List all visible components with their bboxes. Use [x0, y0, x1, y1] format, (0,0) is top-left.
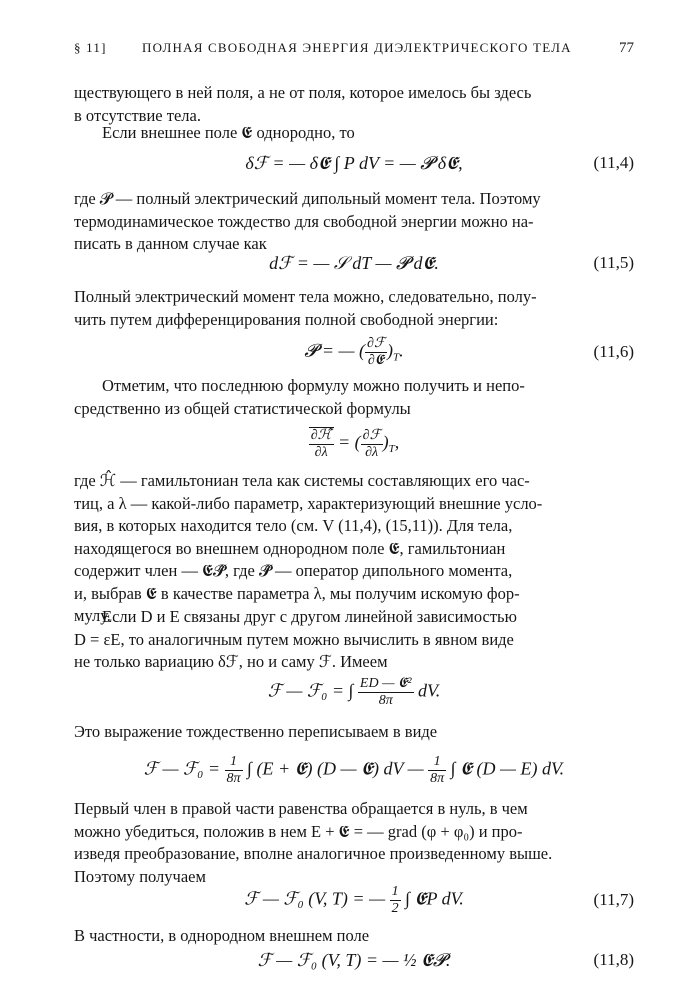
numerator: ∂ℋ̂ [310, 428, 332, 443]
formula-11-4 [74, 153, 634, 183]
paragraph-7 [74, 606, 634, 674]
running-header [74, 40, 634, 62]
equation-number: (11,4) [593, 153, 634, 172]
fraction [390, 884, 401, 917]
formula-tail: dV. [418, 680, 441, 701]
text-line: где ℋ̂ — гамильтониан тела как системы составляющих его час- [74, 471, 530, 490]
text-line: Если D и E связаны друг с другом линейной зависимостью [102, 607, 517, 626]
text-line: термодинамическое тождество для свободной энергии можно на- [74, 211, 534, 231]
text-line: можно убедиться, положив в нем E + 𝕰 = — grad (φ + φ₀) и про- [74, 821, 523, 841]
fraction [309, 427, 334, 461]
text-line: изведя преобразование, вполне аналогичное произведенному выше. [74, 844, 553, 863]
formula-body: ℱ — ℱ₀ (V, T) = — ½ 𝕰𝓟. [257, 950, 451, 970]
equation-number: (11,8) [593, 950, 634, 969]
text-line: где 𝓟 — полный электрический дипольный момент тела. Поэтому [74, 189, 541, 208]
text-line: и, выбрав 𝕰 в качестве параметра λ, мы получим искомую фор- [74, 583, 520, 603]
text-line: находящегося во внешнем однородном поле 𝕰, гамильтониан [74, 538, 506, 558]
equation-number: (11,6) [593, 342, 634, 361]
paragraph-1 [74, 82, 634, 127]
text-line: Отметим, что последнюю формулу можно получить и непо- [102, 376, 525, 395]
text-line: вия, в которых находится тело (см. V (11,4), (15,11)). Для тела, [74, 516, 513, 535]
text-line: Это выражение тождественно переписываем в виде [74, 722, 438, 741]
formula-body: δℱ = — δ𝕰 ∫ P dV = — 𝓟 δ𝕰, [245, 153, 463, 173]
text-line: Первый член в правой части равенства обращается в нуль, в чем [74, 799, 528, 818]
text-line: содержит член — 𝕰𝓟̂, где 𝓟̂ — оператор дипольного момента, [74, 561, 513, 580]
paragraph-4 [74, 286, 634, 331]
subscript: T [392, 351, 400, 364]
denominator: 8π [226, 771, 241, 786]
running-title: ПОЛНАЯ СВОБОДНАЯ ЭНЕРГИЯ ДИЭЛЕКТРИЧЕСКОГО ТЕЛА [142, 40, 572, 55]
text-line: В частности, в однородном внешнем поле [74, 926, 370, 945]
equation-number: (11,5) [593, 253, 634, 272]
numerator: 1 [391, 884, 399, 899]
fraction [361, 428, 383, 461]
formula-lhs: ℱ — ℱ₀ = ∫ [267, 680, 354, 701]
numerator: ∂ℱ [362, 427, 381, 443]
fraction [428, 754, 446, 787]
numerator: 1 [428, 754, 446, 771]
formula-tail: , [394, 432, 400, 453]
formula-lhs: 𝓟 = — ( [304, 340, 366, 361]
text-line: чить путем дифференцирования полной свободной энергии: [74, 309, 499, 329]
formula-free-energy [74, 674, 634, 714]
paragraph-3 [74, 188, 634, 256]
text-line: в отсутствие тела. [74, 105, 201, 125]
denominator: 8π [378, 693, 393, 708]
fraction [225, 754, 243, 787]
formula-lhs: ℱ — ℱ₀ = [143, 758, 221, 779]
numerator: ∂ℱ [367, 336, 385, 351]
paragraph-9 [74, 798, 634, 888]
formula-11-5 [74, 253, 634, 283]
paragraph-5 [74, 375, 634, 420]
denominator: 8π [430, 771, 445, 786]
formula-paren: ) [386, 340, 393, 361]
paragraph-6 [74, 470, 634, 628]
page-number: 77 [619, 40, 634, 56]
paragraph-2 [74, 122, 634, 145]
formula-rewritten [74, 752, 634, 792]
text-line: писать в данном случае как [74, 234, 267, 253]
paragraph-10 [74, 925, 634, 948]
fraction [365, 336, 387, 369]
section-number: § 11] [74, 40, 107, 55]
text-line: Если внешнее поле 𝕰 однородно, то [102, 123, 355, 142]
fraction [358, 676, 414, 709]
numerator: 1 [225, 754, 243, 771]
formula-mid: = ( [338, 432, 361, 453]
equation-number: (11,7) [593, 890, 634, 909]
formula-tail: ∫ 𝕰 (D — E) dV. [450, 758, 565, 779]
text-line: D = εE, то аналогичным путем можно вычислить в явном виде [74, 629, 514, 649]
formula-11-8 [74, 950, 634, 980]
formula-mid: ∫ (E + 𝕰) (D — 𝕰) dV — [247, 758, 424, 779]
text-line: мулу. [74, 606, 111, 625]
denominator: 2 [391, 901, 399, 916]
formula-11-7 [74, 882, 634, 922]
formula-paren: ) [382, 432, 389, 453]
numerator: ED — 𝕰² [359, 676, 412, 691]
denominator: ∂𝕰 [367, 353, 385, 368]
text-line: не только вариацию δℱ, но и саму ℱ. Имеем [74, 652, 388, 671]
text-line: средственно из общей статистической формулы [74, 398, 411, 418]
formula-statistical [74, 425, 634, 467]
formula-body: dℱ = — 𝒮 dT — 𝓟 d𝕰. [269, 253, 439, 273]
formula-tail: . [399, 340, 404, 361]
subscript: T [388, 443, 395, 456]
text-line: Полный электрический момент тела можно, следовательно, полу- [74, 287, 537, 306]
formula-tail: ∫ 𝕰P dV. [405, 888, 464, 909]
formula-lhs: ℱ — ℱ₀ (V, T) = — [244, 888, 386, 909]
text-line: ществующего в ней поля, а не от поля, которое имелось бы здесь [74, 83, 532, 102]
paragraph-8 [74, 721, 634, 744]
text-line: Поэтому получаем [74, 866, 206, 886]
formula-11-6 [74, 334, 634, 374]
text-line: тиц, а λ — какой-либо параметр, характеризующий внешние усло- [74, 493, 543, 513]
denominator: ∂λ [314, 445, 328, 460]
denominator: ∂λ [365, 444, 379, 460]
